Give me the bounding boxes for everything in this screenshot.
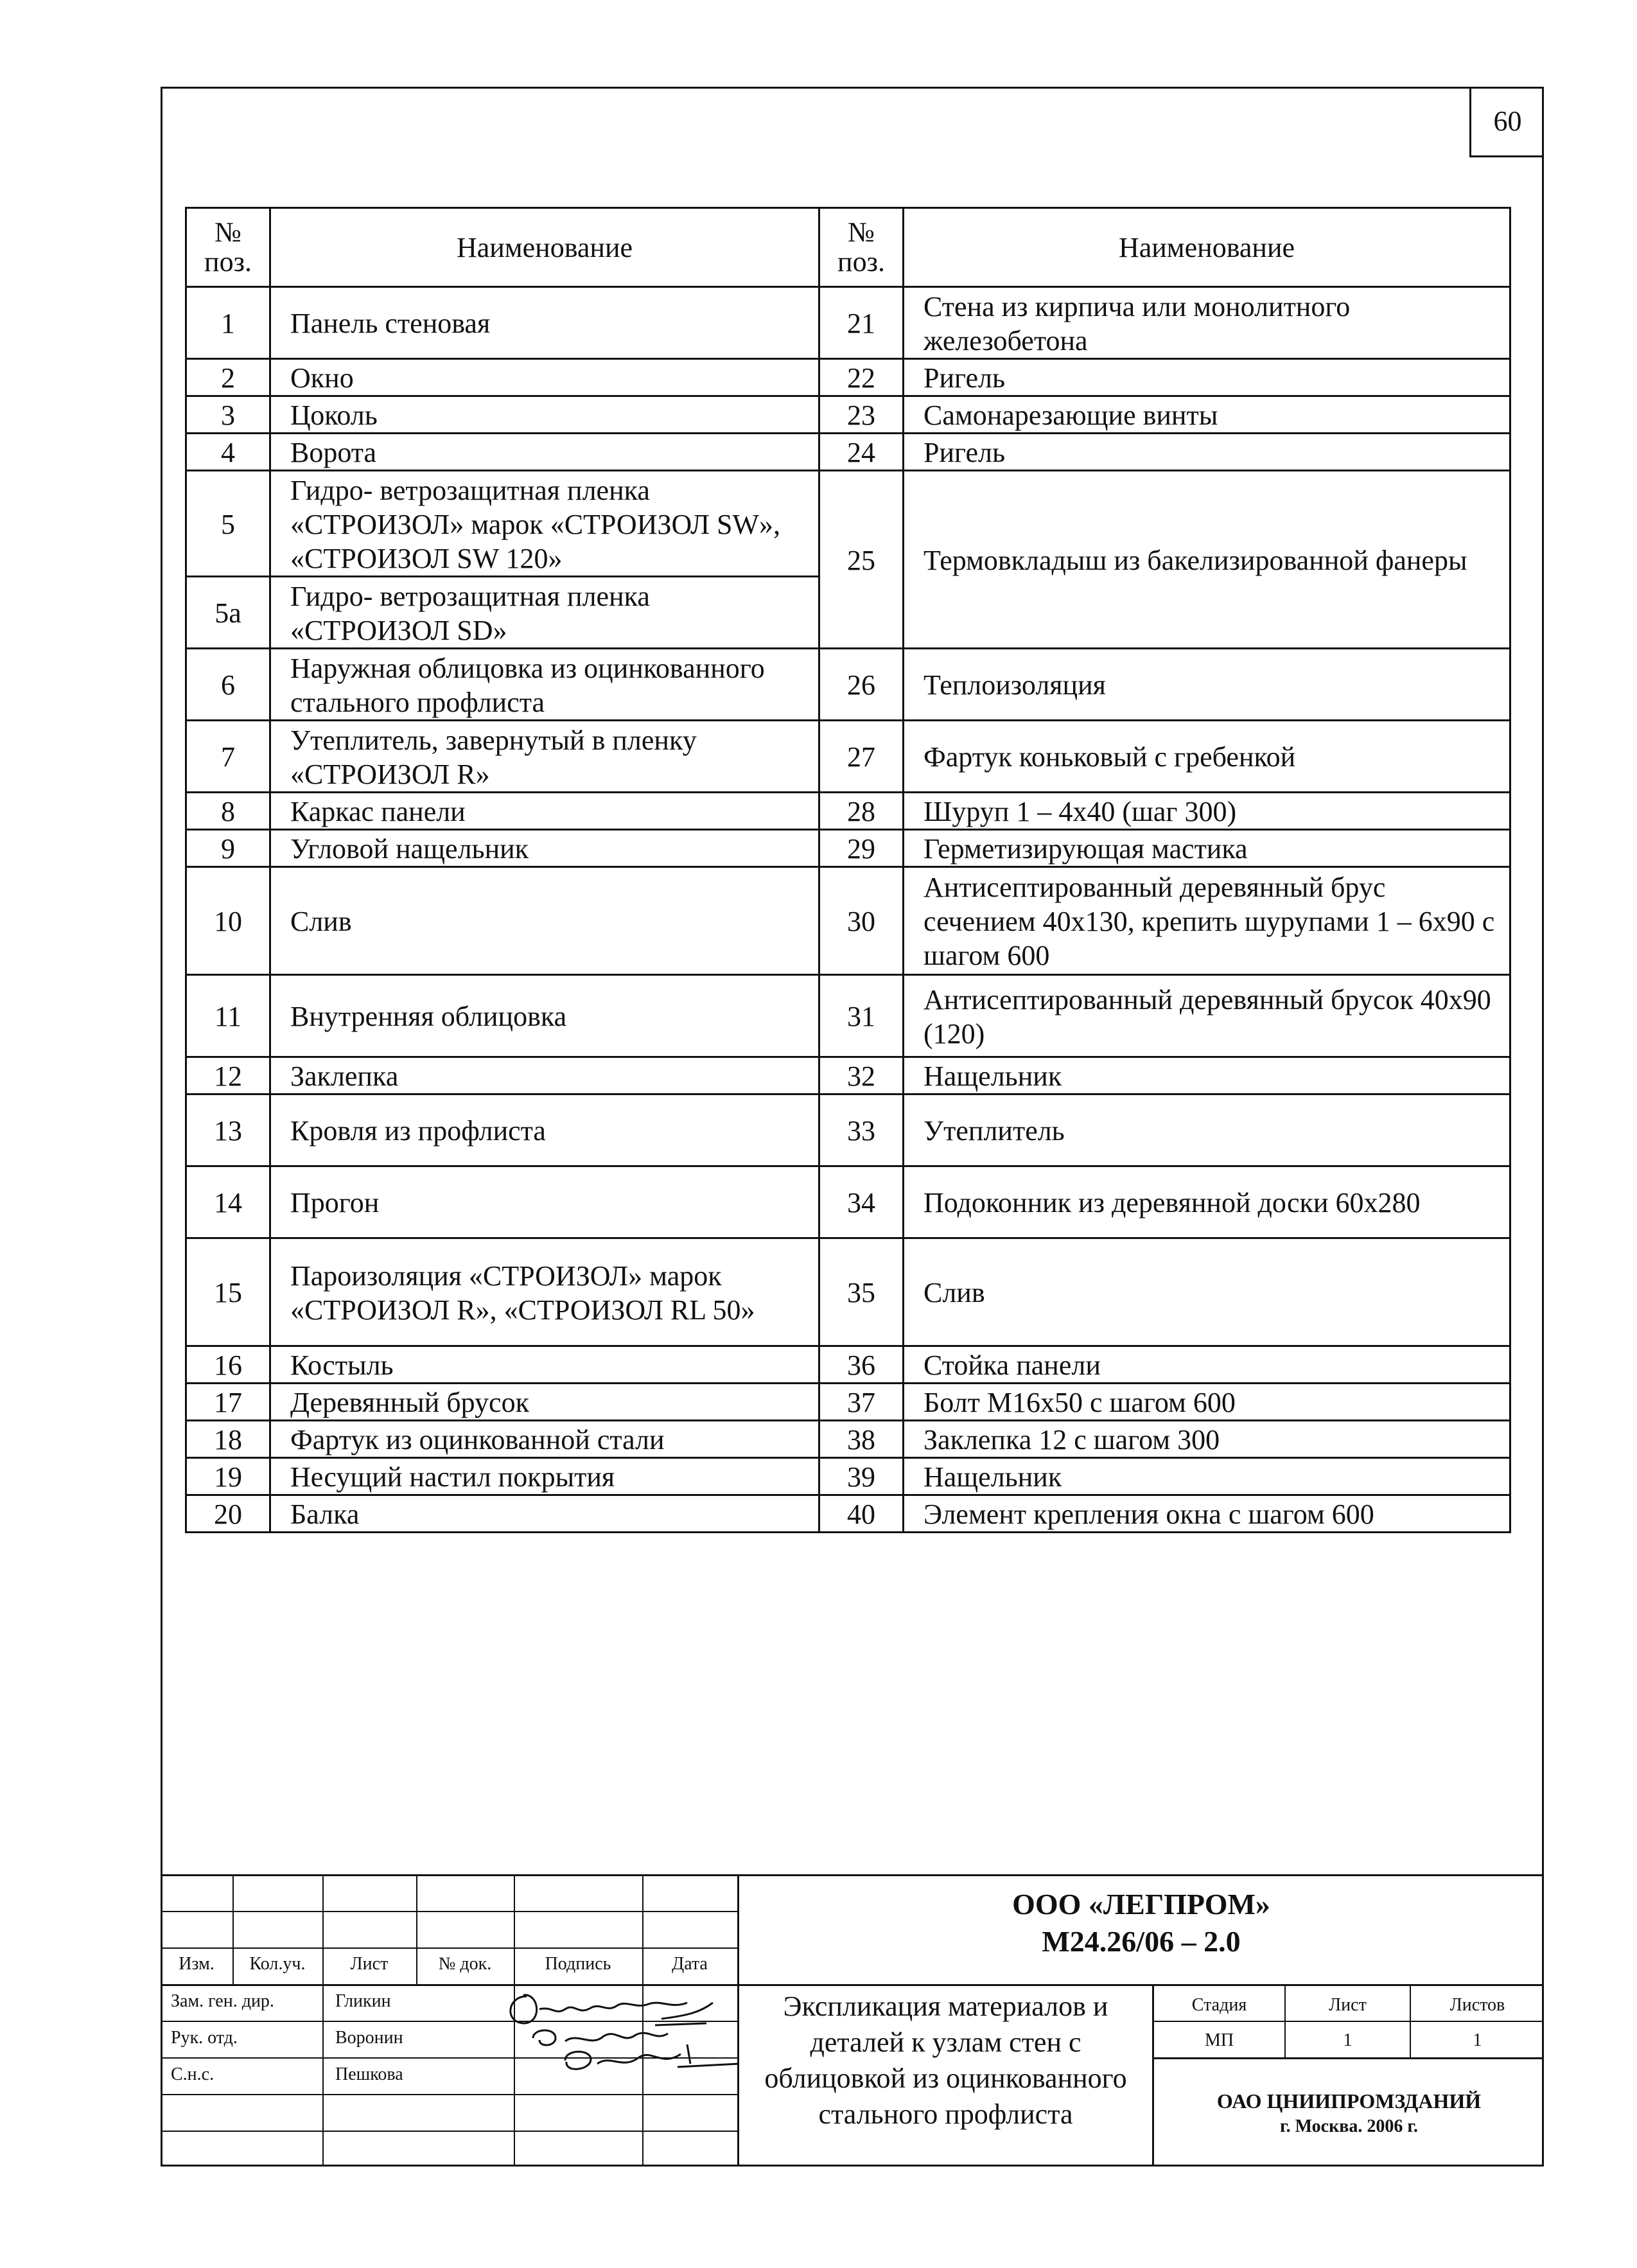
pos-cell: 7	[186, 721, 270, 793]
name-cell: Ригель	[904, 359, 1510, 396]
name-cell: Фартук из оцинкованной стали	[270, 1421, 819, 1458]
pos-cell: 17	[186, 1384, 270, 1421]
name-cell: Самонарезающие винты	[904, 396, 1510, 434]
name-cell: Прогон	[270, 1166, 819, 1238]
pos-cell: 32	[819, 1057, 904, 1094]
name-cell: Теплоизоляция	[904, 649, 1510, 721]
pos-cell: 30	[819, 867, 904, 975]
name-cell: Утеплитель, завернутый в пленку «СТРОИЗОЛ R»	[270, 721, 819, 793]
table-row	[186, 287, 1510, 359]
table-row	[186, 1458, 1510, 1495]
pos-cell: 40	[819, 1495, 904, 1533]
pos-cell: 8	[186, 793, 270, 830]
pos-cell: 5	[186, 471, 270, 577]
org-name: ООО «ЛЕГПРОМ»	[1012, 1888, 1270, 1921]
pos-cell: 13	[186, 1094, 270, 1166]
name-cell: Антисептированный деревянный брус сечением 40х130, крепить шурупами 1 – 6х90 с шагом 600	[904, 867, 1510, 975]
name-cell: Наружная облицовка из оцинкованного стального профлиста	[270, 649, 819, 721]
pos-cell: 26	[819, 649, 904, 721]
role-name: Пешкова	[335, 2064, 403, 2084]
pos-cell: 19	[186, 1458, 270, 1495]
pos-cell: 37	[819, 1384, 904, 1421]
pos-cell: 12	[186, 1057, 270, 1094]
pos-cell: 33	[819, 1094, 904, 1166]
pos-cell: 21	[819, 287, 904, 359]
pos-cell: 25	[819, 471, 904, 649]
header-pos-right: № поз.	[819, 208, 904, 287]
tb-line	[1152, 2057, 1544, 2059]
tb-line	[161, 2131, 739, 2132]
name-cell: Заклепка 12 с шагом 300	[904, 1421, 1510, 1458]
name-cell: Слив	[904, 1238, 1510, 1346]
col-data: Дата	[672, 1954, 708, 1974]
name-cell: Кровля из профлиста	[270, 1094, 819, 1166]
name-cell: Каркас панели	[270, 793, 819, 830]
stage-header: Стадия	[1191, 1995, 1247, 2015]
name-cell: Антисептированный деревянный брусок 40х90 (120)	[904, 975, 1510, 1057]
stage-value: МП	[1204, 2030, 1234, 2050]
table-row	[186, 1166, 1510, 1238]
table-row	[186, 1384, 1510, 1421]
signature-glikin	[495, 1977, 739, 2099]
name-cell: Ворота	[270, 434, 819, 471]
pos-cell: 34	[819, 1166, 904, 1238]
page-number: 60	[1469, 87, 1544, 157]
pos-cell: 23	[819, 396, 904, 434]
name-cell: Ригель	[904, 434, 1510, 471]
col-izm: Изм.	[179, 1954, 214, 1974]
table-row	[186, 1421, 1510, 1458]
name-cell: Балка	[270, 1495, 819, 1533]
table-row	[186, 830, 1510, 867]
header-name-left: Наименование	[270, 208, 819, 287]
col-kol-uch: Кол.уч.	[249, 1954, 306, 1974]
name-cell: Гидро- ветрозащитная пленка «СТРОИЗОЛ» марок «СТРОИЗОЛ SW», «СТРОИЗОЛ SW 120»	[270, 471, 819, 577]
name-cell: Внутренняя облицовка	[270, 975, 819, 1057]
col-list: Лист	[350, 1954, 389, 1974]
table-row	[186, 867, 1510, 975]
table-header-row	[186, 208, 1510, 287]
tb-line	[161, 1911, 739, 1912]
name-cell: Болт М16х50 с шагом 600	[904, 1384, 1510, 1421]
table-row	[186, 721, 1510, 793]
pos-cell: 39	[819, 1458, 904, 1495]
name-cell: Нащельник	[904, 1057, 1510, 1094]
name-cell: Слив	[270, 867, 819, 975]
tb-line	[161, 1874, 1544, 1876]
city-year: г. Москва. 2006 г.	[1280, 2116, 1418, 2136]
name-cell: Подоконник из деревянной доски 60х280	[904, 1166, 1510, 1238]
name-cell: Шуруп 1 – 4х40 (шаг 300)	[904, 793, 1510, 830]
pos-cell: 4	[186, 434, 270, 471]
title-block	[161, 1874, 1544, 2167]
pos-cell: 31	[819, 975, 904, 1057]
name-cell: Пароизоляция «СТРОИЗОЛ» марок «СТРОИЗОЛ R», «СТРОИЗОЛ RL 50»	[270, 1238, 819, 1346]
name-cell: Термовкладыш из бакелизированной фанеры	[904, 471, 1510, 649]
pos-cell: 5а	[186, 577, 270, 649]
pos-cell: 27	[819, 721, 904, 793]
name-cell: Цоколь	[270, 396, 819, 434]
pos-cell: 36	[819, 1346, 904, 1384]
col-podpis: Подпись	[545, 1954, 611, 1974]
name-cell: Утеплитель	[904, 1094, 1510, 1166]
pos-cell: 16	[186, 1346, 270, 1384]
tb-line	[1152, 2021, 1544, 2022]
pos-cell: 6	[186, 649, 270, 721]
table-row	[186, 975, 1510, 1057]
pos-cell: 35	[819, 1238, 904, 1346]
name-cell: Несущий настил покрытия	[270, 1458, 819, 1495]
pos-cell: 14	[186, 1166, 270, 1238]
name-cell: Нащельник	[904, 1458, 1510, 1495]
pos-cell: 38	[819, 1421, 904, 1458]
pos-cell: 3	[186, 396, 270, 434]
sheet-header: Лист	[1329, 1995, 1367, 2015]
name-cell: Фартук коньковый с гребенкой	[904, 721, 1510, 793]
name-cell: Гидро- ветрозащитная пленка «СТРОИЗОЛ SD»	[270, 577, 819, 649]
name-cell: Элемент крепления окна с шагом 600	[904, 1495, 1510, 1533]
name-cell: Панель стеновая	[270, 287, 819, 359]
table-row	[186, 1094, 1510, 1166]
pos-cell: 15	[186, 1238, 270, 1346]
pos-cell: 1	[186, 287, 270, 359]
role-name: Гликин	[335, 1991, 391, 2011]
table-row	[186, 1057, 1510, 1094]
header-pos-left: № поз.	[186, 208, 270, 287]
pos-cell: 28	[819, 793, 904, 830]
sheets-value: 1	[1473, 2030, 1482, 2050]
institute-name: ОАО ЦНИИПРОМЗДАНИЙ	[1216, 2089, 1482, 2113]
pos-cell: 24	[819, 434, 904, 471]
drawing-description: Экспликация материалов и деталей к узлам стен с облицовкой из оцинкованного стального профлиста	[764, 1991, 1127, 2130]
name-cell: Угловой нащельник	[270, 830, 819, 867]
name-cell: Заклепка	[270, 1057, 819, 1094]
role-name: Воронин	[335, 2028, 403, 2048]
materials-table	[185, 207, 1511, 1533]
role-label: С.н.с.	[171, 2064, 214, 2084]
tb-line	[161, 1947, 739, 1949]
table-row	[186, 359, 1510, 396]
pos-cell: 11	[186, 975, 270, 1057]
table-row	[186, 471, 1510, 577]
pos-cell: 10	[186, 867, 270, 975]
pos-cell: 20	[186, 1495, 270, 1533]
name-cell: Костыль	[270, 1346, 819, 1384]
table-row	[186, 1495, 1510, 1533]
role-label: Рук. отд.	[171, 2028, 238, 2048]
tb-line	[322, 1874, 324, 2167]
sheets-header: Листов	[1449, 1995, 1505, 2015]
table-row	[186, 396, 1510, 434]
pos-cell: 29	[819, 830, 904, 867]
table-row	[186, 793, 1510, 830]
table-row	[186, 1238, 1510, 1346]
role-label: Зам. ген. дир.	[171, 1991, 274, 2011]
name-cell: Деревянный брусок	[270, 1384, 819, 1421]
name-cell: Окно	[270, 359, 819, 396]
pos-cell: 9	[186, 830, 270, 867]
table-row	[186, 649, 1510, 721]
table-row	[186, 434, 1510, 471]
header-name-right: Наименование	[904, 208, 1510, 287]
doc-code: М24.26/06 – 2.0	[1042, 1925, 1241, 1958]
sheet-value: 1	[1343, 2030, 1352, 2050]
pos-cell: 22	[819, 359, 904, 396]
name-cell: Герметизирующая мастика	[904, 830, 1510, 867]
name-cell: Стена из кирпича или монолитного железобетона	[904, 287, 1510, 359]
pos-cell: 18	[186, 1421, 270, 1458]
tb-line	[737, 1984, 1544, 1986]
col-n-dok: № док.	[438, 1954, 492, 1974]
pos-cell: 2	[186, 359, 270, 396]
name-cell: Стойка панели	[904, 1346, 1510, 1384]
table-row	[186, 1346, 1510, 1384]
